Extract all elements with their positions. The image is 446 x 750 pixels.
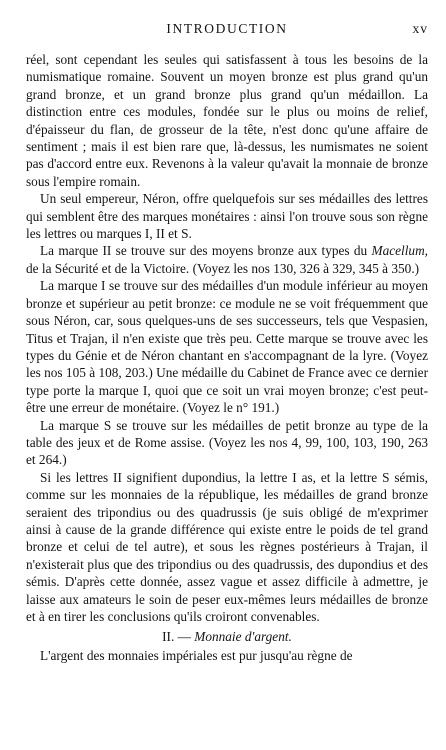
paragraph-5: La marque S se trouve sur les médailles de petit bronze au type de la table des jeux et de Rome assise. (Voyez les nos 4, 99, 100, 103, 190, 263 et 264.) xyxy=(26,417,428,468)
paragraph-3-end: de la Sécurité et de la Victoire. (Voyez les nos 130, 326 à 329, 345 à 350.) xyxy=(26,260,420,276)
running-title: INTRODUCTION xyxy=(166,21,288,36)
paragraph-4: La marque I se trouve sur des médailles d'un module inférieur au moyen bronze et supérieur au petit bronze: ce module ne se voit fréquemment que sous Néron, car, sous quelques-uns de ses successeurs, tels que Vespasien, Titus et Trajan, il n'en existe que très peu. Cette marque se trouve avec les types du Génie et de Néron chantant en s'accompagnant de la lyre. (Voyez les nos 105 à 108, 203.) Une médaille du Cabinet de France avec ce dernier type porte la marque I, quoi que ce soit un vrai moyen bronze; c'est peut-être une erreur de monétaire. (Voyez le n° 191.) xyxy=(26,278,428,416)
paragraph-1: réel, sont cependant les seules qui satisfassent à tous les besoins de la numismatique romaine. Souvent un moyen bronze est plus grand qu'un grand bronze, et un grand bronze plus grand qu'un médaillon. La distinction entre ces modules, fondée sur le plus ou moins de relief, d'épaisseur du flan, de grosseur de la tête, n'est donc qu'une affaire de sentiment ; mais il est bien rare que, là-dessus, les numismates ne soient pas d'accord entre eux. Revenons à la valeur qu'avait la monnaie de bronze sous l'empire romain. xyxy=(26,52,428,189)
section-number: II. — xyxy=(162,629,195,645)
paragraph-3-start: La marque II se trouve sur des moyens bronze aux types du xyxy=(40,243,372,259)
running-header xyxy=(26,21,428,41)
page-number: xv xyxy=(412,21,428,36)
body-text xyxy=(26,51,428,664)
section-heading xyxy=(26,628,428,645)
paragraph-6: Si les lettres II signifient dupondius, la lettre I as, et la lettre S sémis, comme sur les monnaies de la république, les médailles de grand bronze seraient des tripondius ou des quadrussis (je suis obligé de m'exprimer ainsi à cause de la grande différence qui existe entre le poids de tel grand bronze et celui de tel autre), et sous les règnes postérieurs à Trajan, il n'existerait plus que des tripondius ou des quadrussis, des dupondius et des sémis. D'après cette donnée, assez vague et assez difficile à admettre, je laisse aux amateurs le soin de peser eux-mêmes leurs médailles de bronze et à en tirer les conclusions qu'ils croiront convenables. xyxy=(26,469,428,624)
paragraph-3 xyxy=(26,242,428,277)
paragraph-3-italic: Macellum, xyxy=(371,243,428,259)
paragraph-2: Un seul empereur, Néron, offre quelquefois sur ses médailles des lettres qui semblent être des marques monétaires : ainsi l'on trouve sous son règne les lettres ou marques I, II et S. xyxy=(26,191,428,242)
section-title: Monnaie d'argent. xyxy=(194,629,292,645)
paragraph-7: L'argent des monnaies impériales est pur jusqu'au règne de xyxy=(40,647,353,663)
